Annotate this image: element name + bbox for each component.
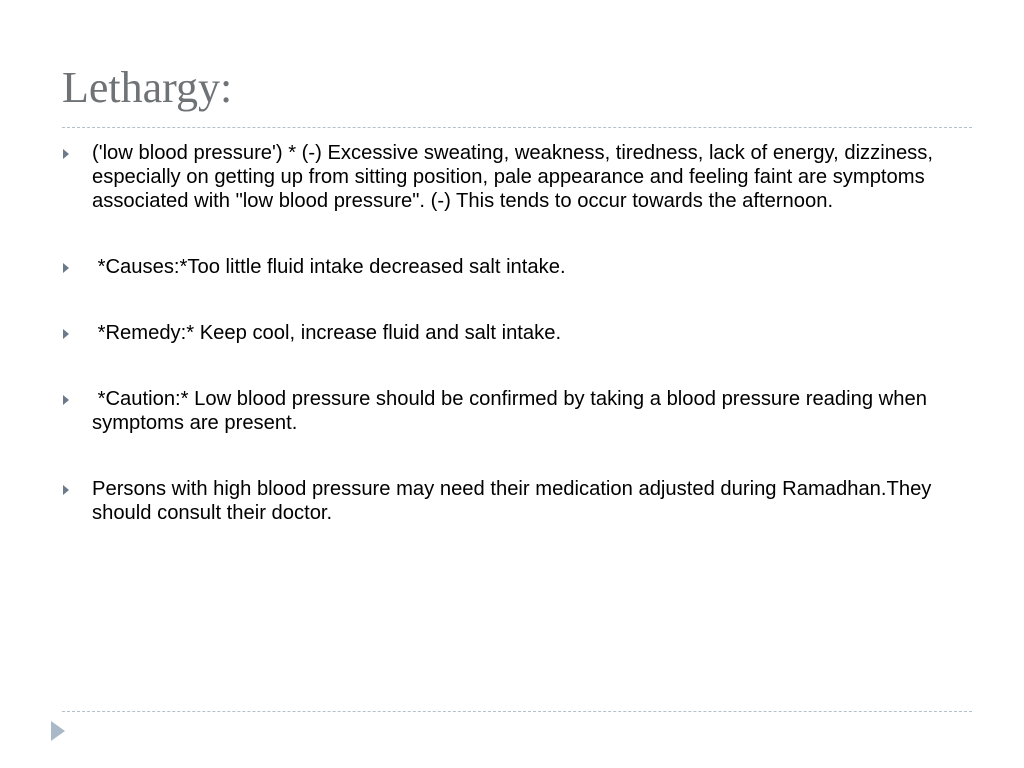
triangle-bullet-icon [63, 395, 69, 405]
triangle-bullet-icon [63, 263, 69, 273]
slide-title: Lethargy: [62, 63, 233, 112]
footer-divider [62, 711, 972, 712]
bullet-item-high-blood-pressure [62, 477, 952, 525]
bullet-item-causes [62, 255, 952, 279]
triangle-bullet-icon [63, 329, 69, 339]
triangle-bullet-icon [63, 149, 69, 159]
bullet-text: Persons with high blood pressure may need their medication adjusted during Ramadhan.They should consult their doctor. [92, 478, 937, 524]
play-arrow-icon[interactable] [51, 721, 65, 741]
bullet-text: *Causes:*Too little fluid intake decreased salt intake. [92, 256, 566, 278]
bullet-text: ('low blood pressure') * (-) Excessive sweating, weakness, tiredness, lack of energy, dizziness, especially on getting up from sitting position, pale appearance and feeling faint are symptoms associated with "low blood pressure". (-) This tends to occur towards the afternoon. [92, 142, 939, 212]
bullet-text: *Caution:* Low blood pressure should be confirmed by taking a blood pressure reading when symptoms are present. [92, 388, 933, 434]
title-divider [62, 127, 972, 128]
bullet-item-symptoms [62, 141, 952, 213]
bullet-list [62, 141, 952, 567]
bullet-text: *Remedy:* Keep cool, increase fluid and salt intake. [92, 322, 562, 344]
triangle-bullet-icon [63, 485, 69, 495]
bullet-item-caution [62, 387, 952, 435]
bullet-item-remedy [62, 321, 952, 345]
